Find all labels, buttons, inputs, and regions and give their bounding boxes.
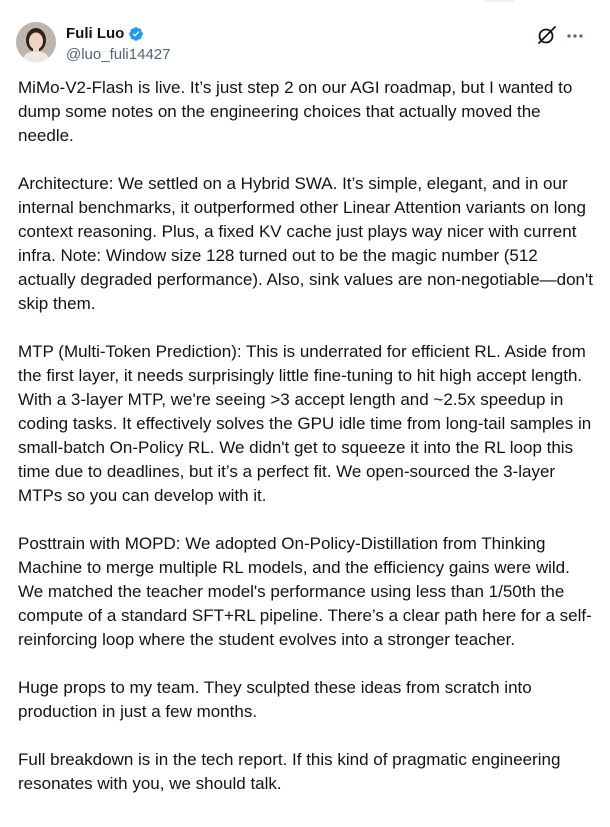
name-row — [66, 25, 144, 43]
more-options-icon[interactable] — [564, 24, 586, 46]
tweet-paragraph: Posttrain with MOPD: We adopted On-Policy-Distillation from Thinking Machine to merge multiple RL models, and the efficiency gains were wild. We matched the teacher model's performance using less than 1/50th the compute of a standard SFT+RL pipeline. There’s a clear path here for a self-reinforcing loop where the student evolves into a stronger teacher. — [18, 534, 592, 649]
display-name[interactable]: Fuli Luo — [66, 25, 125, 42]
avatar[interactable] — [16, 22, 56, 62]
tweet-paragraph: MTP (Multi-Token Prediction): This is underrated for efficient RL. Aside from the first layer, it needs surprisingly little fine-tuning to hit high accept length. With a 3-layer MTP, we're seeing >3 accept length and ~2.5x speedup in coding tasks. It effectively solves the GPU idle time from long-tail samples in small-batch On-Policy RL. We didn't get to squeeze it into the RL loop this time due to deadlines, but it’s a perfect fit. We open-sourced the 3-layer MTPs so you can develop with it. — [18, 342, 596, 505]
tweet-paragraph: Huge props to my team. They sculpted these ideas from scratch into production in just a few months. — [18, 678, 537, 721]
tweet-paragraph: Architecture: We settled on a Hybrid SWA. It’s simple, elegant, and in our internal benchmarks, it outperformed other Linear Attention variants on long context reasoning. Plus, a fixed KV cache just plays way nicer with current infra. Note: Window size 128 turned out to be the magic number (512 actually degraded performance). Also, sink values are non-negotiable—don't skip them. — [18, 174, 598, 313]
tweet-header — [16, 22, 594, 66]
tweet-text — [18, 76, 598, 796]
tweet-paragraph: Full breakdown is in the tech report. If this kind of pragmatic engineering resonates with you, we should talk. — [18, 750, 566, 793]
grok-icon[interactable] — [536, 24, 558, 46]
verified-badge-icon — [128, 26, 144, 42]
author-handle[interactable]: @luo_fuli14427 — [66, 46, 171, 63]
top-divider — [484, 0, 514, 2]
avatar-image — [16, 22, 56, 62]
tweet-paragraph: MiMo-V2-Flash is live. It’s just step 2 on our AGI roadmap, but I wanted to dump some notes on the engineering choices that actually moved the needle. — [18, 78, 578, 145]
